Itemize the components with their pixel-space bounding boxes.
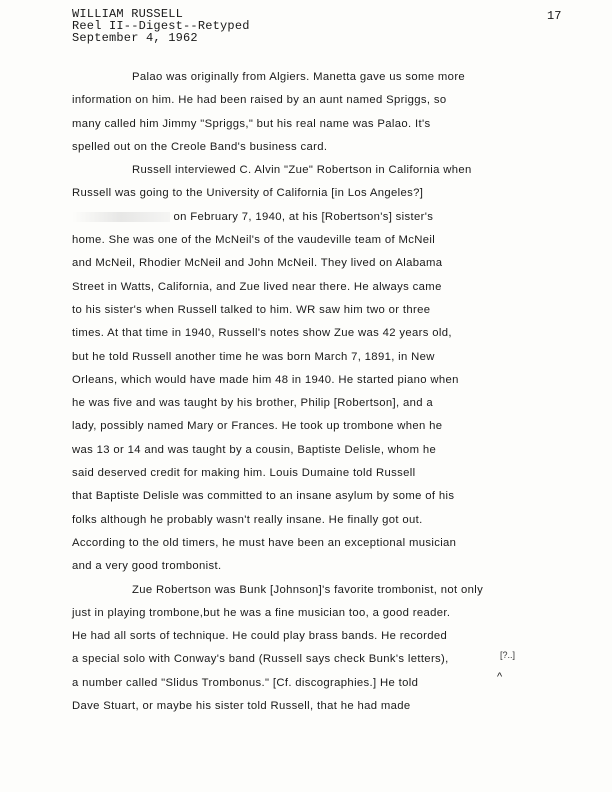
text-line (72, 555, 612, 578)
header-date: September 4, 1962 (72, 31, 198, 45)
text-line (72, 625, 612, 648)
header-reel: Reel II--Digest--Retyped (72, 19, 250, 33)
text-line-content: times. At that time in 1940, Russell's notes show Zue was 42 years old, (72, 327, 452, 340)
text-line (72, 485, 612, 508)
text-line-content: just in playing trombone,but he was a fine musician too, a good reader. (72, 606, 451, 619)
text-line (72, 369, 612, 392)
text-line-content: Dave Stuart, or maybe his sister told Russell, that he had made (72, 700, 411, 713)
text-line (72, 276, 612, 299)
text-line-content: spelled out on the Creole Band's business card. (72, 140, 328, 153)
insert-caret: ^ (497, 671, 503, 683)
handwritten-insert-note: [?..] (500, 650, 516, 660)
text-line-content: information on him. He had been raised by an aunt named Spriggs, so (72, 94, 447, 107)
text-line (72, 113, 612, 136)
document-header (72, 8, 250, 44)
header-name: WILLIAM RUSSELL (72, 7, 184, 21)
text-line-content: folks although he probably wasn't really insane. He finally got out. (72, 513, 423, 526)
text-line (72, 648, 612, 671)
text-line-content: a special solo with Conway's band (Russell says check Bunk's letters), (72, 653, 449, 666)
text-line-content: on February 7, 1940, at his [Robertson's] sister's (170, 210, 434, 223)
text-line (72, 229, 612, 252)
text-line (72, 439, 612, 462)
text-line-content: Street in Watts, California, and Zue lived near there. He always came (72, 280, 442, 293)
text-line (72, 462, 612, 485)
text-line-content: to his sister's when Russell talked to him. WR saw him two or three (72, 303, 431, 316)
text-line (72, 392, 612, 415)
text-line (72, 182, 612, 205)
text-line (72, 509, 612, 532)
text-line-content: Russell was going to the University of California [in Los Angeles?] (72, 187, 424, 200)
text-line (72, 159, 612, 182)
text-line-content: Orleans, which would have made him 48 in 1940. He started piano when (72, 373, 459, 386)
text-line-content: many called him Jimmy "Spriggs," but his real name was Palao. It's (72, 117, 431, 130)
text-line (72, 532, 612, 555)
text-line-content: he was five and was taught by his brother, Philip [Robertson], and a (72, 397, 434, 410)
text-line-content: that Baptiste Delisle was committed to an insane asylum by some of his (72, 490, 455, 503)
erased-text-smudge (72, 212, 170, 222)
text-line (72, 66, 612, 89)
text-line-content: but he told Russell another time he was born March 7, 1891, in New (72, 350, 435, 363)
text-line (72, 415, 612, 438)
text-line-content: a number called "Slidus Trombonus." [Cf. discographies.] He told (72, 676, 419, 689)
text-line (72, 695, 612, 718)
text-line (72, 322, 612, 345)
text-line-content: and McNeil, Rhodier McNeil and John McNeil. They lived on Alabama (72, 257, 443, 270)
text-line-content: lady, possibly named Mary or Frances. He took up trombone when he (72, 420, 443, 433)
text-line-content: said deserved credit for making him. Louis Dumaine told Russell (72, 467, 416, 480)
text-line (72, 346, 612, 369)
text-line (72, 136, 612, 159)
text-line (72, 672, 612, 695)
text-line (72, 206, 612, 229)
text-line (72, 299, 612, 322)
body-text (72, 66, 612, 718)
text-line-content: Russell interviewed C. Alvin "Zue" Robertson in California when (132, 164, 472, 177)
text-line-content: Palao was originally from Algiers. Manetta gave us some more (132, 71, 466, 83)
text-line-content: According to the old timers, he must have been an exceptional musician (72, 536, 457, 549)
text-line (72, 602, 612, 625)
text-line (72, 252, 612, 275)
text-line-content: and a very good trombonist. (72, 560, 222, 573)
text-line-content: Zue Robertson was Bunk [Johnson]'s favorite trombonist, not only (132, 583, 484, 596)
text-line-content: He had all sorts of technique. He could play brass bands. He recorded (72, 630, 448, 643)
text-line-content: was 13 or 14 and was taught by a cousin, Baptiste Delisle, whom he (72, 443, 437, 456)
text-line (72, 89, 612, 112)
text-line (72, 579, 612, 602)
page-number: 17 (547, 9, 562, 23)
text-line-content: home. She was one of the McNeil's of the vaudeville team of McNeil (72, 234, 436, 247)
